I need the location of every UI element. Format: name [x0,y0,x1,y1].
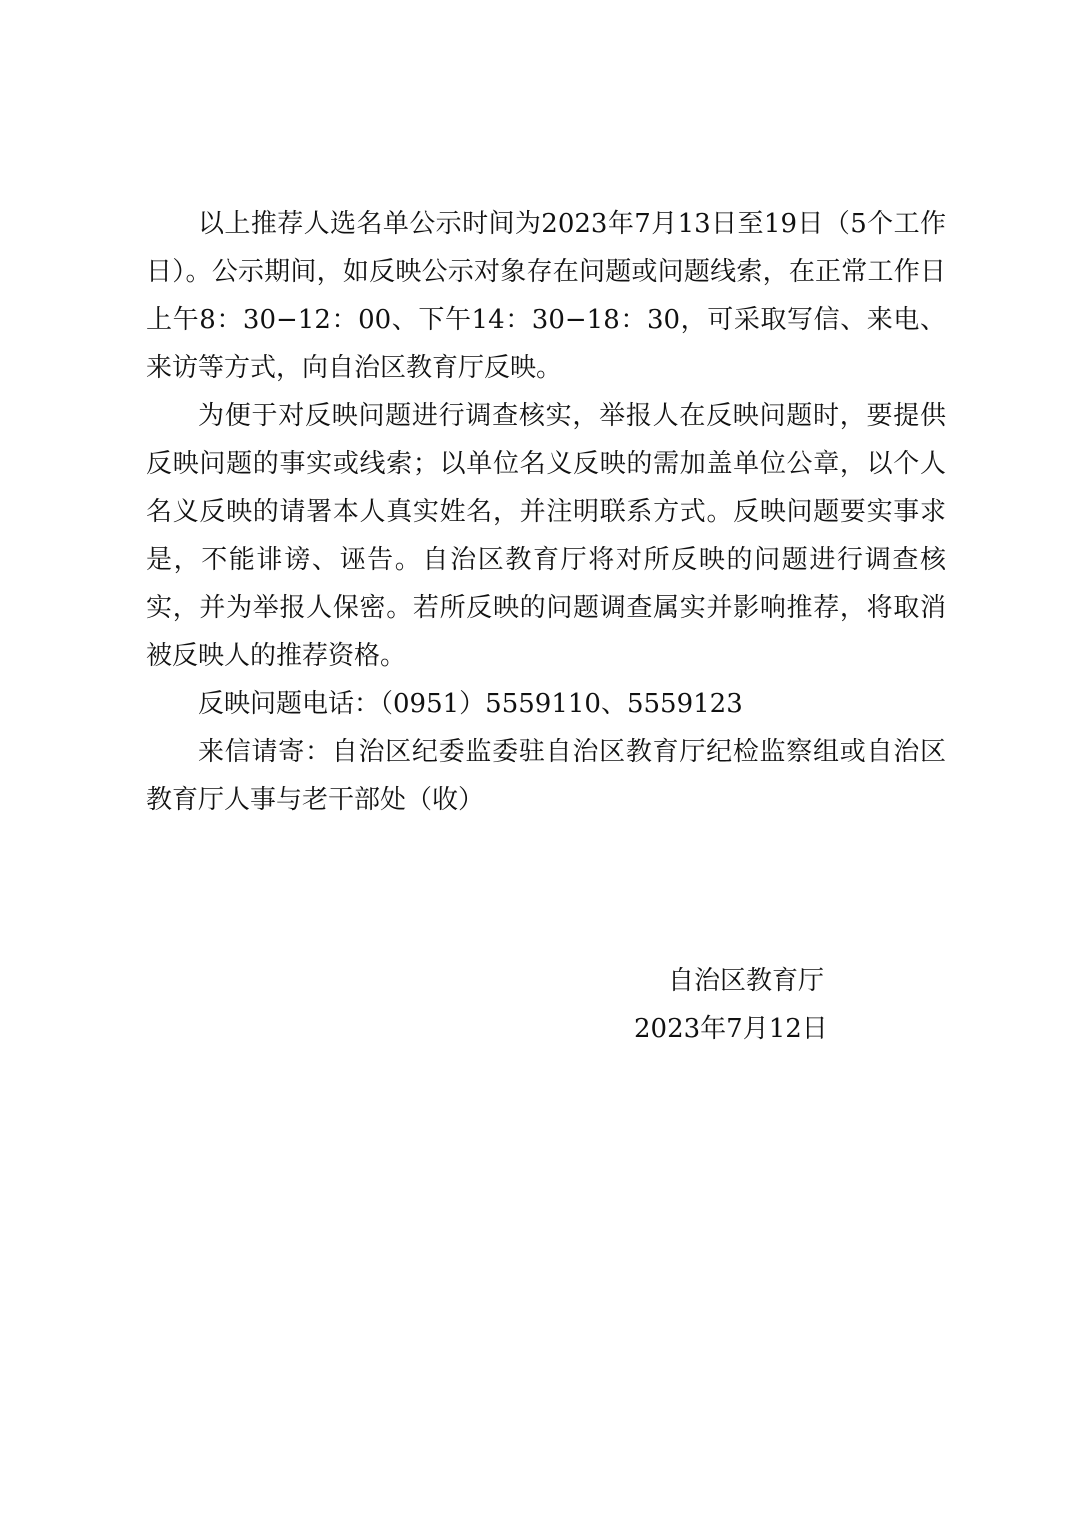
signature-date: 2023年7月12日 [634,1014,828,1044]
signature-block [620,957,880,1053]
paragraph-publicity-period: 以上推荐人选名单公示时间为2023年7月13日至19日（5个工作日）。公示期间，如反映公示对象存在问题或问题线索，在正常工作日上午8：30−12：00、下午14：30−18：30，可采取写信、来电、来访等方式，向自治区教育厅反映。 [146,209,946,383]
paragraph-reporting-requirements: 为便于对反映问题进行调查核实，举报人在反映问题时，要提供反映问题的事实或线索；以单位名义反映的需加盖单位公章，以个人名义反映的请署本人真实姓名，并注明联系方式。反映问题要实事求是，不能诽谤、诬告。自治区教育厅将对所反映的问题进行调查核实，并为举报人保密。若所反映的问题调查属实并影响推荐，将取消被反映人的推荐资格。 [146,401,946,671]
notice-body [146,200,946,824]
paragraph-mailing-address: 来信请寄：自治区纪委监委驻自治区教育厅纪检监察组或自治区教育厅人事与老干部处（收） [146,737,946,815]
paragraph-phone: 反映问题电话：（0951）5559110、5559123 [198,689,743,719]
signature-organization: 自治区教育厅 [668,966,825,996]
